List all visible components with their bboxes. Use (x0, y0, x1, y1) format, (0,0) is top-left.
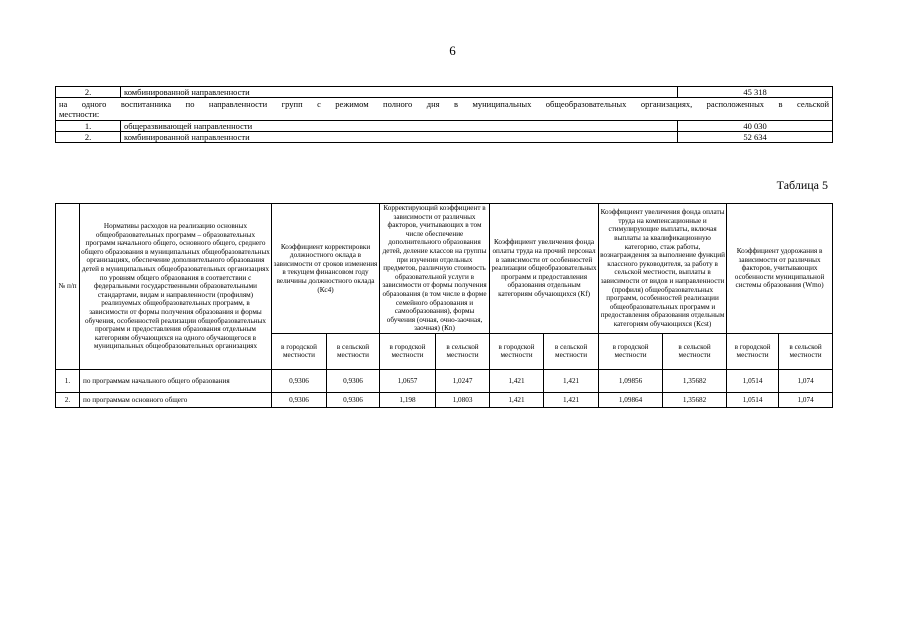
value-cell: 1,198 (380, 392, 436, 407)
value-cell: 0,9306 (327, 369, 380, 392)
table-row (56, 392, 833, 407)
row-name: комбинированной направленности (121, 132, 678, 143)
subheader-urban: в городской местности (380, 333, 436, 369)
row-number: 2. (56, 132, 121, 143)
value-cell: 1,074 (779, 369, 833, 392)
value-cell: 1,35682 (663, 392, 727, 407)
table-title: Таблица 5 (776, 178, 828, 192)
subheader-urban: в городской местности (599, 333, 663, 369)
row-value: 52 634 (678, 132, 833, 143)
value-cell: 1,0803 (436, 392, 490, 407)
main-table (55, 203, 833, 408)
value-cell: 1,0514 (727, 392, 779, 407)
header-norms: Нормативы расходов на реализацию основных общеобразовательных программ – образовательных программ начального общего, основного общего, среднего общего образования в муниципальных общеобразовательных организациях, обеспечение дополнительного образования детей в муниципальных общеобразовательных организациях по уровням общего образования в соответствии с федеральными государственными образовательными стандартами, видам и направленности (профилям) реализуемых общеобразовательных программ, в зависимости от формы получения образования и формы обучения, особенностей реализации общеобразовательных программ и предоставления образования отдельным категориям обучающихся на одного обучающегося в муниципальных общеобразовательных организациях (80, 204, 272, 370)
subheader-rural: в сельской местности (436, 333, 490, 369)
row-number: 1. (56, 369, 80, 392)
subheader-rural: в сельской местности (327, 333, 380, 369)
value-cell: 0,9306 (272, 392, 327, 407)
header-kcst: Коэффициент увеличения фонда оплаты труда на компенсационные и стимулирующие выплаты, включая выплаты за квалификационную категорию, стаж работы, вознаграждения за выполнение функций классного руководителя, за работу в сельской местности, выплаты в зависимости от видов и направленности (профиля) общеобразовательных программ, особенностей реализации общеобразовательных программ и предоставления образования отдельным категориям обучающихся (Кcst) (599, 204, 727, 334)
row-name: по программам начального общего образования (80, 369, 272, 392)
table-row (56, 132, 833, 143)
header-num: № п/п (56, 204, 80, 370)
header-kf: Коэффициент увеличения фонда оплаты труда на прочий персонал в зависимости от особенностей реализации общеобразовательных программ и предоставления образования отдельным категориям обучающихся (Кf) (490, 204, 599, 334)
value-cell: 1,421 (544, 392, 599, 407)
header-kn: Корректирующий коэффициент в зависимости от различных факторов, учитывающих в том числе обеспечение дополнительного образования детей, деление классов на группы при изучении отдельных предметов, различную стоимость образовательной услуги в зависимости от формы получения образования (в том числе в форме семейного образования и самообразования), формы обучения (очная, очно-заочная, заочная) (Кn) (380, 204, 490, 334)
top-table (55, 86, 833, 143)
row-number: 1. (56, 121, 121, 132)
table-row (56, 369, 833, 392)
row-number: 2. (56, 392, 80, 407)
header-wmo: Коэффициент удорожания в зависимости от различных факторов, учитывающих особенности муниципальной системы образования (Wmo) (727, 204, 833, 334)
subheader-urban: в городской местности (490, 333, 544, 369)
value-cell: 1,421 (490, 392, 544, 407)
header-row (56, 204, 833, 334)
value-cell: 1,09856 (599, 369, 663, 392)
row-name: общеразвивающей направленности (121, 121, 678, 132)
value-cell: 0,9306 (327, 392, 380, 407)
value-cell: 1,0657 (380, 369, 436, 392)
value-cell: 1,421 (490, 369, 544, 392)
table-note-row (56, 98, 833, 121)
table-row (56, 87, 833, 98)
value-cell: 1,09864 (599, 392, 663, 407)
value-cell: 1,0514 (727, 369, 779, 392)
value-cell: 1,35682 (663, 369, 727, 392)
subheader-rural: в сельской местности (544, 333, 599, 369)
subheader-rural: в сельской местности (663, 333, 727, 369)
page-number: 6 (449, 43, 456, 58)
row-value: 45 318 (678, 87, 833, 98)
note-text: на одного воспитанника по направленности групп с режимом полного дня в муниципальных общеобразовательных организациях, расположенных в сельской (59, 99, 829, 109)
value-cell: 1,0247 (436, 369, 490, 392)
subheader-urban: в городской местности (272, 333, 327, 369)
row-value: 40 030 (678, 121, 833, 132)
subheader-urban: в городской местности (727, 333, 779, 369)
row-number: 2. (56, 87, 121, 98)
value-cell: 1,421 (544, 369, 599, 392)
value-cell: 0,9306 (272, 369, 327, 392)
row-name: комбинированной направленности (121, 87, 678, 98)
row-name: по программам основного общего (80, 392, 272, 407)
header-kc4: Коэффициент корректировки должностного оклада в зависимости от сроков изменения в текущем финансовом году величины должностного оклада (Кс4) (272, 204, 380, 334)
note-text-continued: местности: (59, 109, 100, 119)
table-row (56, 121, 833, 132)
subheader-rural: в сельской местности (779, 333, 833, 369)
value-cell: 1,074 (779, 392, 833, 407)
